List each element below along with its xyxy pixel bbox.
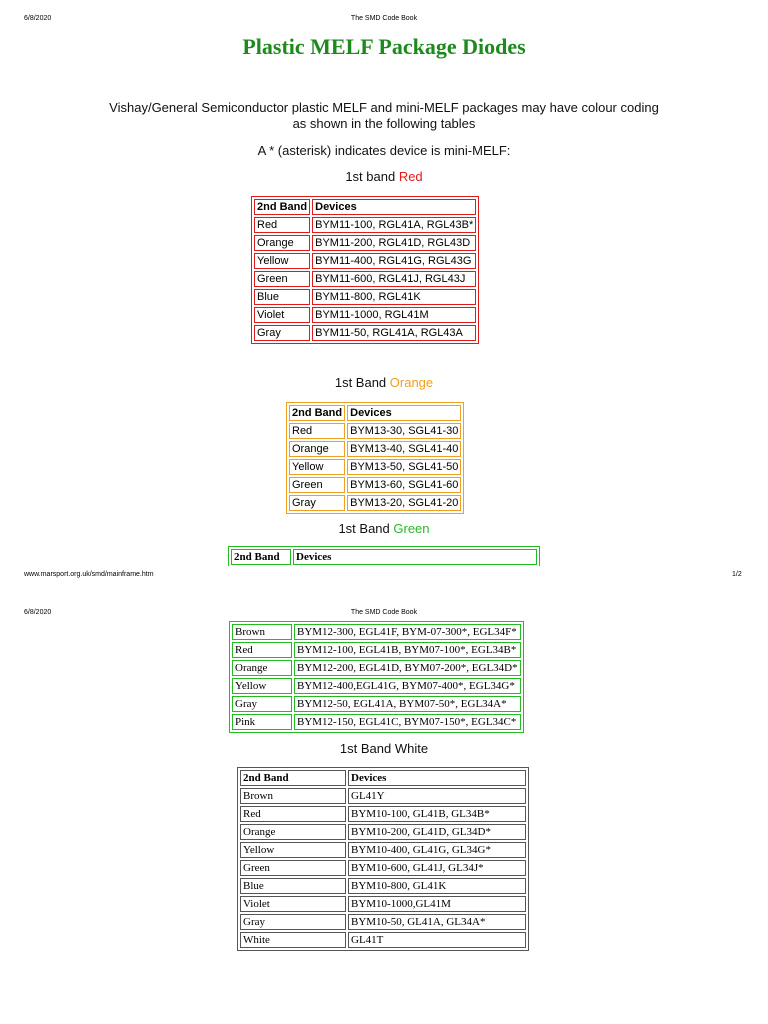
table-green-band-header (228, 546, 540, 566)
devices-cell: BYM11-200, RGL41D, RGL43D (312, 235, 476, 251)
devices-cell: BYM11-100, RGL41A, RGL43B* (312, 217, 476, 233)
table-row (240, 914, 526, 930)
table-row (232, 624, 521, 640)
band-color-cell: Yellow (289, 459, 345, 475)
section-color-word: Orange (389, 375, 434, 390)
table-row (254, 289, 476, 305)
devices-cell: BYM11-50, RGL41A, RGL43A (312, 325, 476, 341)
column-header: Devices (348, 770, 526, 786)
devices-cell: BYM12-300, EGL41F, BYM-07-300*, EGL34F* (294, 624, 521, 640)
devices-cell: BYM11-800, RGL41K (312, 289, 476, 305)
band-color-cell: Red (232, 642, 292, 658)
table-row (240, 860, 526, 876)
table-row (254, 217, 476, 233)
green-table-header-clip (228, 546, 540, 566)
devices-cell: BYM12-400,EGL41G, BYM07-400*, EGL34G* (294, 678, 521, 694)
band-color-cell: Gray (289, 495, 345, 511)
table-row (240, 878, 526, 894)
band-color-cell: Orange (240, 824, 346, 840)
band-color-cell: White (240, 932, 346, 948)
devices-cell: BYM13-30, SGL41-30 (347, 423, 461, 439)
table-header-row (289, 405, 461, 421)
devices-cell: BYM10-200, GL41D, GL34D* (348, 824, 526, 840)
table-row (289, 477, 461, 493)
band-color-cell: Pink (232, 714, 292, 730)
page-title: Plastic MELF Package Diodes (242, 34, 526, 59)
intro-line-2: as shown in the following tables (292, 116, 476, 131)
band-color-cell: Green (254, 271, 310, 287)
devices-cell: BYM12-150, EGL41C, BYM07-150*, EGL34C* (294, 714, 521, 730)
table-row (254, 325, 476, 341)
table-row (289, 459, 461, 475)
band-color-cell: Gray (240, 914, 346, 930)
table-white-band (237, 767, 529, 951)
table-row (232, 642, 521, 658)
devices-cell: BYM13-50, SGL41-50 (347, 459, 461, 475)
table-row (254, 235, 476, 251)
table-row (254, 271, 476, 287)
devices-cell: BYM10-50, GL41A, GL34A* (348, 914, 526, 930)
band-color-cell: Orange (232, 660, 292, 676)
band-color-cell: Red (240, 806, 346, 822)
section-heading-white (0, 741, 768, 757)
section-heading-prefix: 1st Band (339, 741, 395, 756)
page1-footer-page-number: 1/2 (732, 571, 742, 578)
devices-cell: BYM10-100, GL41B, GL34B* (348, 806, 526, 822)
table-orange-band (286, 402, 464, 514)
band-color-cell: Red (289, 423, 345, 439)
devices-cell: BYM13-40, SGL41-40 (347, 441, 461, 457)
table-row (232, 696, 521, 712)
table-row (289, 441, 461, 457)
page1-header-date: 6/8/2020 (24, 15, 52, 22)
page2-header-title: The SMD Code Book (350, 609, 418, 616)
section-color-word: White (394, 741, 429, 756)
section-heading-green (0, 521, 768, 537)
table-row (240, 824, 526, 840)
table-row (240, 896, 526, 912)
devices-cell: BYM11-1000, RGL41M (312, 307, 476, 323)
table-row (254, 253, 476, 269)
band-color-cell: Gray (232, 696, 292, 712)
section-heading-prefix: 1st band (345, 169, 399, 184)
devices-cell: BYM12-200, EGL41D, BYM07-200*, EGL34D* (294, 660, 521, 676)
devices-cell: BYM10-400, GL41G, GL34G* (348, 842, 526, 858)
column-header: Devices (293, 549, 537, 565)
column-header: 2nd Band (254, 199, 310, 215)
devices-cell: BYM13-20, SGL41-20 (347, 495, 461, 511)
section-heading-red (0, 169, 768, 185)
devices-cell: BYM12-100, EGL41B, BYM07-100*, EGL34B* (294, 642, 521, 658)
band-color-cell: Violet (254, 307, 310, 323)
column-header: 2nd Band (231, 549, 291, 565)
band-color-cell: Yellow (240, 842, 346, 858)
band-color-cell: Blue (254, 289, 310, 305)
band-color-cell: Orange (254, 235, 310, 251)
devices-cell: GL41T (348, 932, 526, 948)
band-color-cell: Yellow (232, 678, 292, 694)
column-header: 2nd Band (289, 405, 345, 421)
band-color-cell: Red (254, 217, 310, 233)
asterisk-note: A * (asterisk) indicates device is mini-MELF: (257, 143, 511, 158)
section-heading-orange (0, 375, 768, 391)
devices-cell: BYM12-50, EGL41A, BYM07-50*, EGL34A* (294, 696, 521, 712)
band-color-cell: Brown (232, 624, 292, 640)
table-row (289, 423, 461, 439)
table-row (240, 932, 526, 948)
section-heading-prefix: 1st Band (338, 521, 394, 536)
devices-cell: BYM13-60, SGL41-60 (347, 477, 461, 493)
table-green-band (229, 621, 524, 733)
page2-header-date: 6/8/2020 (24, 609, 52, 616)
table-header-row (240, 770, 526, 786)
band-color-cell: Brown (240, 788, 346, 804)
table-row (232, 714, 521, 730)
section-color-word: Green (393, 521, 430, 536)
section-heading-prefix: 1st Band (334, 375, 390, 390)
band-color-cell: Orange (289, 441, 345, 457)
band-color-cell: Gray (254, 325, 310, 341)
band-color-cell: Blue (240, 878, 346, 894)
table-row (232, 678, 521, 694)
devices-cell: BYM10-800, GL41K (348, 878, 526, 894)
table-row (289, 495, 461, 511)
table-row (240, 788, 526, 804)
table-red-band (251, 196, 479, 344)
page1-footer-url[interactable]: www.marsport.org.uk/smd/mainframe.htm (24, 571, 154, 578)
band-color-cell: Green (240, 860, 346, 876)
intro-line-1: Vishay/General Semiconductor plastic MELF and mini-MELF packages may have colour coding (109, 100, 659, 115)
band-color-cell: Green (289, 477, 345, 493)
section-color-word: Red (398, 169, 423, 184)
devices-cell: BYM10-600, GL41J, GL34J* (348, 860, 526, 876)
column-header: Devices (347, 405, 461, 421)
band-color-cell: Yellow (254, 253, 310, 269)
table-row (240, 842, 526, 858)
devices-cell: GL41Y (348, 788, 526, 804)
band-color-cell: Violet (240, 896, 346, 912)
devices-cell: BYM10-1000,GL41M (348, 896, 526, 912)
table-row (232, 660, 521, 676)
table-row (240, 806, 526, 822)
column-header: 2nd Band (240, 770, 346, 786)
devices-cell: BYM11-600, RGL41J, RGL43J (312, 271, 476, 287)
devices-cell: BYM11-400, RGL41G, RGL43G (312, 253, 476, 269)
table-header-row (254, 199, 476, 215)
column-header: Devices (312, 199, 476, 215)
page1-header-title: The SMD Code Book (350, 15, 418, 22)
table-row (254, 307, 476, 323)
